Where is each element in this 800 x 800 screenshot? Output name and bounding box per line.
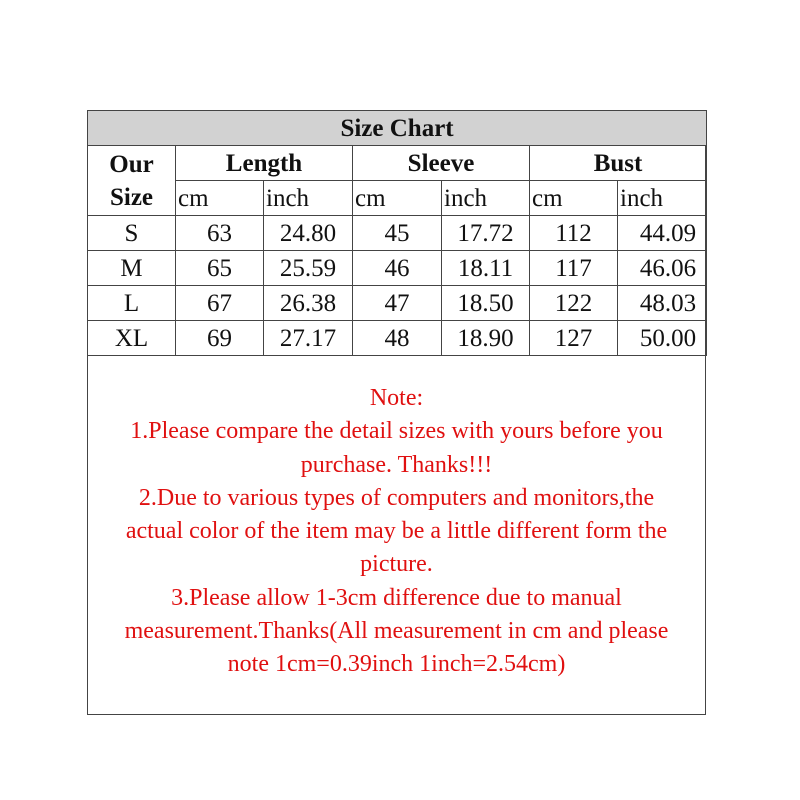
sleeve-header: Sleeve — [353, 146, 530, 181]
size-cell: M — [88, 251, 176, 286]
length-header: Length — [176, 146, 353, 181]
table-title: Size Chart — [88, 111, 707, 146]
bust-inch-cell: 46.06 — [618, 251, 707, 286]
length-cm-unit: cm — [176, 181, 264, 216]
length-cm-cell: 67 — [176, 286, 264, 321]
length-cm-cell: 63 — [176, 216, 264, 251]
length-inch-cell: 26.38 — [264, 286, 353, 321]
length-cm-cell: 69 — [176, 321, 264, 356]
bust-cm-cell: 112 — [530, 216, 618, 251]
size-cell: L — [88, 286, 176, 321]
sleeve-inch-cell: 17.72 — [442, 216, 530, 251]
note-line: measurement.Thanks(All measurement in cm and please — [124, 618, 669, 645]
sleeve-inch-cell: 18.90 — [442, 321, 530, 356]
note-line: 2.Due to various types of computers and monitors,the — [138, 484, 655, 511]
sleeve-cm-cell: 46 — [353, 251, 442, 286]
length-cm-cell: 65 — [176, 251, 264, 286]
bust-cm-cell: 117 — [530, 251, 618, 286]
group-header-row — [88, 146, 707, 181]
bust-inch-cell: 50.00 — [618, 321, 707, 356]
note-line: 3.Please allow 1-3cm difference due to manual — [171, 584, 622, 611]
our-size-label-line2: Size — [109, 183, 154, 211]
our-size-label-line1: Our — [109, 150, 154, 178]
size-cell: XL — [88, 321, 176, 356]
note-heading: Note: — [369, 385, 424, 411]
size-note — [88, 382, 705, 682]
bust-cm-cell: 122 — [530, 286, 618, 321]
bust-inch-unit: inch — [618, 181, 707, 216]
size-cell: S — [88, 216, 176, 251]
title-row — [88, 111, 707, 146]
table-row — [88, 251, 707, 286]
note-line: 1.Please compare the detail sizes with yours before you — [130, 418, 663, 445]
length-inch-cell: 24.80 — [264, 216, 353, 251]
bust-inch-cell: 48.03 — [618, 286, 707, 321]
note-line: actual color of the item may be a little different form the — [125, 518, 668, 545]
sleeve-cm-cell: 47 — [353, 286, 442, 321]
sleeve-inch-unit: inch — [442, 181, 530, 216]
sleeve-inch-cell: 18.11 — [442, 251, 530, 286]
our-size-header — [88, 146, 176, 216]
bust-inch-cell: 44.09 — [618, 216, 707, 251]
note-line: note 1cm=0.39inch 1inch=2.54cm) — [227, 651, 566, 678]
sleeve-cm-cell: 45 — [353, 216, 442, 251]
length-inch-cell: 27.17 — [264, 321, 353, 356]
table-row — [88, 216, 707, 251]
bust-cm-unit: cm — [530, 181, 618, 216]
table-row — [88, 321, 707, 356]
size-chart-table — [87, 110, 707, 356]
length-inch-unit: inch — [264, 181, 353, 216]
note-line: picture. — [360, 551, 433, 578]
bust-cm-cell: 127 — [530, 321, 618, 356]
sleeve-inch-cell: 18.50 — [442, 286, 530, 321]
sleeve-cm-unit: cm — [353, 181, 442, 216]
sleeve-cm-cell: 48 — [353, 321, 442, 356]
note-line: purchase. Thanks!!! — [300, 451, 493, 478]
table-row — [88, 286, 707, 321]
unit-header-row — [88, 181, 707, 216]
length-inch-cell: 25.59 — [264, 251, 353, 286]
bust-header: Bust — [530, 146, 707, 181]
